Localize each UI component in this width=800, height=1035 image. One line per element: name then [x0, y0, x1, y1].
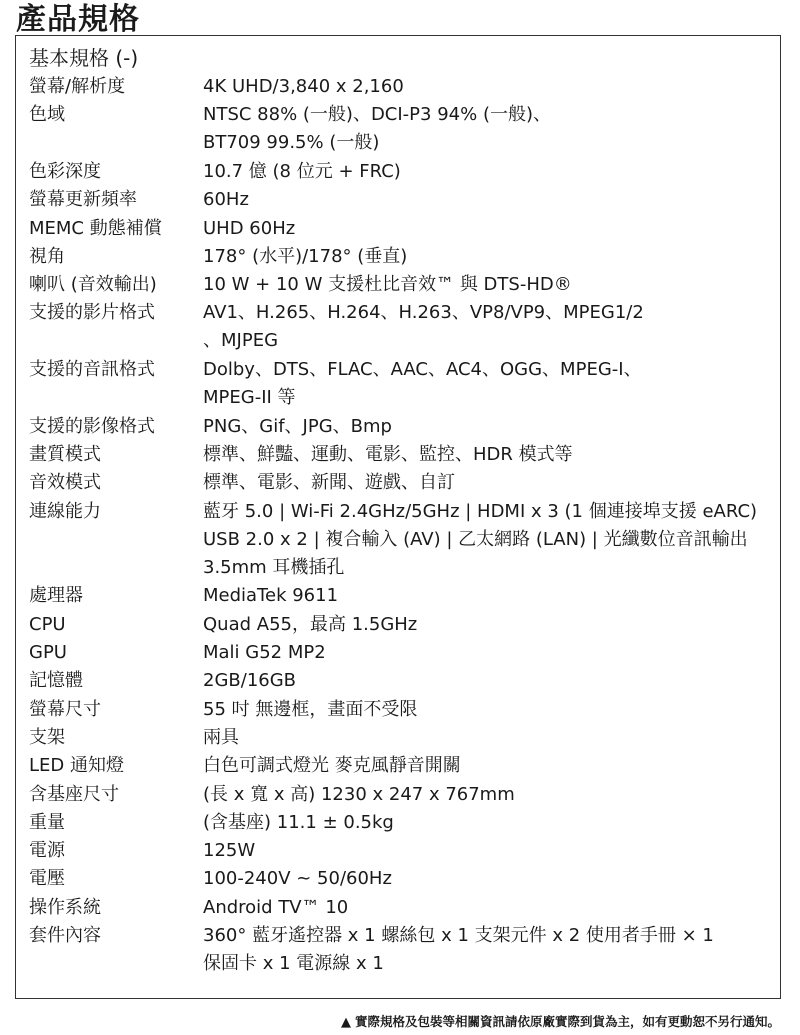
spec-value [203, 215, 295, 243]
spec-value-line: 60Hz [203, 189, 249, 211]
spec-value-line: 10 W + 10 W 支援杜比音效™ 與 DTS-HD® [203, 274, 572, 296]
spec-label: 螢幕尺寸 [29, 698, 101, 720]
spec-value [203, 809, 394, 837]
spec-value-line: 藍牙 5.0 | Wi-Fi 2.4GHz/5GHz | HDMI x 3 (1 個連接埠支援 eARC) [203, 500, 758, 522]
spec-value [203, 158, 401, 186]
spec-value [203, 894, 348, 922]
footnote [341, 1012, 780, 1030]
spec-value [203, 441, 573, 469]
spec-label: 套件內容 [29, 925, 101, 946]
spec-label: LED 通知燈 [29, 755, 124, 777]
spec-label: 含基座尺寸 [29, 783, 119, 805]
spec-label: GPU [29, 642, 67, 663]
spec-value-line: 360° 藍牙遙控器 x 1 螺絲包 x 1 支架元件 x 2 使用者手冊 × 1 [203, 925, 714, 946]
spec-label: 螢幕/解析度 [29, 76, 126, 97]
spec-value-line: 125W [203, 840, 256, 862]
spec-value-line: Mali G52 MP2 [203, 642, 326, 663]
spec-value [203, 413, 392, 441]
spec-label: 喇叭 (音效輸出) [29, 274, 157, 296]
spec-label: 色域 [29, 104, 65, 126]
spec-value [203, 469, 455, 497]
spec-value-line: BT709 99.5% (一般) [203, 132, 380, 154]
spec-value-line: MPEG-II 等 [203, 387, 296, 408]
spec-value [203, 752, 461, 780]
spec-value-line: 兩具 [203, 726, 239, 748]
spec-label: 色彩深度 [29, 160, 101, 182]
spec-value [203, 781, 515, 809]
spec-label: MEMC 動態補償 [29, 217, 162, 239]
spec-value [203, 837, 255, 865]
spec-value-line: 100-240V ~ 50/60Hz [203, 868, 392, 890]
spec-label: 支架 [29, 726, 65, 748]
spec-value-line: Quad A55，最高 1.5GHz [203, 613, 418, 635]
spec-value [203, 865, 392, 893]
spec-value-line: 2GB/16GB [203, 670, 297, 692]
spec-value [203, 186, 249, 214]
spec-label: 處理器 [29, 585, 83, 607]
spec-label: 電壓 [29, 868, 65, 890]
spec-label: 支援的音訊格式 [29, 359, 155, 380]
spec-value-line: 3.5mm 耳機插孔 [203, 556, 345, 578]
spec-value-line: 標準、電影、新聞、遊戲、自訂 [203, 472, 455, 494]
section-heading: 基本規格 (-) [29, 46, 139, 70]
spec-value-line: MediaTek 9611 [203, 585, 339, 607]
spec-value [203, 271, 572, 299]
spec-value-line: 保固卡 x 1 電源線 x 1 [203, 953, 384, 974]
spec-value-line: 55 吋 無邊框，畫面不受限 [203, 698, 418, 720]
spec-value [203, 582, 338, 610]
spec-value-line: 白色可調式燈光 麥克風靜音開關 [203, 755, 461, 777]
footnote-text: 實際規格及包裝等相關資訊請依原廠實際到貨為主，如有更動恕不另行通知。 [354, 1014, 780, 1029]
spec-value-line: 標準、鮮豔、運動、電影、監控、HDR 模式等 [203, 443, 573, 465]
spec-value-line: PNG、Gif、JPG、Bmp [203, 415, 392, 437]
spec-value-line: AV1、H.265、H.264、H.263、VP8/VP9、MPEG1/2 [203, 302, 644, 324]
spec-value-line: (含基座) 11.1 ± 0.5kg [203, 811, 394, 833]
spec-label: 螢幕更新頻率 [29, 189, 137, 211]
spec-value-line: 178° (水平)/178° (垂直) [203, 245, 408, 267]
spec-label: 電源 [29, 840, 65, 862]
spec-value [203, 498, 757, 582]
spec-value [203, 73, 404, 101]
spec-value-line: (長 x 寬 x 高) 1230 x 247 x 767mm [203, 783, 515, 805]
spec-label: 操作系統 [29, 896, 101, 918]
spec-value-line: UHD 60Hz [203, 217, 296, 239]
spec-label: 畫質模式 [29, 443, 101, 465]
spec-label: 記憶體 [29, 670, 83, 692]
spec-label: 音效模式 [29, 472, 101, 494]
spec-label: 視角 [29, 245, 65, 267]
spec-value [203, 922, 714, 978]
warning-triangle-icon: ▲ [340, 1015, 351, 1030]
spec-value-line: Dolby、DTS、FLAC、AAC、AC4、OGG、MPEG-I、 [203, 359, 642, 380]
spec-value-line: Android TV™ 10 [203, 896, 349, 918]
page-title: 產品規格 [16, 2, 140, 37]
spec-value [203, 724, 239, 752]
spec-label: 重量 [29, 811, 65, 833]
spec-label: CPU [29, 613, 66, 635]
spec-value [203, 101, 551, 157]
spec-value [203, 639, 326, 667]
spec-value [203, 696, 417, 724]
spec-value-line: 4K UHD/3,840 x 2,160 [203, 76, 404, 97]
spec-value [203, 611, 417, 639]
spec-value [203, 667, 296, 695]
spec-value-line: NTSC 88% (一般)、DCI-P3 94% (一般)、 [203, 104, 551, 126]
spec-value [203, 243, 407, 271]
spec-value [203, 299, 644, 355]
spec-value-line: USB 2.0 x 2 | 複合輸入 (AV) | 乙太網路 (LAN) | 光纖數位音訊輸出 [203, 528, 748, 550]
spec-label: 支援的影像格式 [29, 415, 155, 437]
spec-label: 連線能力 [29, 500, 101, 522]
spec-value-line: 10.7 億 (8 位元 + FRC) [203, 160, 401, 182]
spec-value-line: 、MJPEG [203, 330, 279, 352]
spec-label: 支援的影片格式 [29, 302, 155, 324]
spec-table [15, 35, 781, 999]
spec-value [203, 356, 642, 412]
